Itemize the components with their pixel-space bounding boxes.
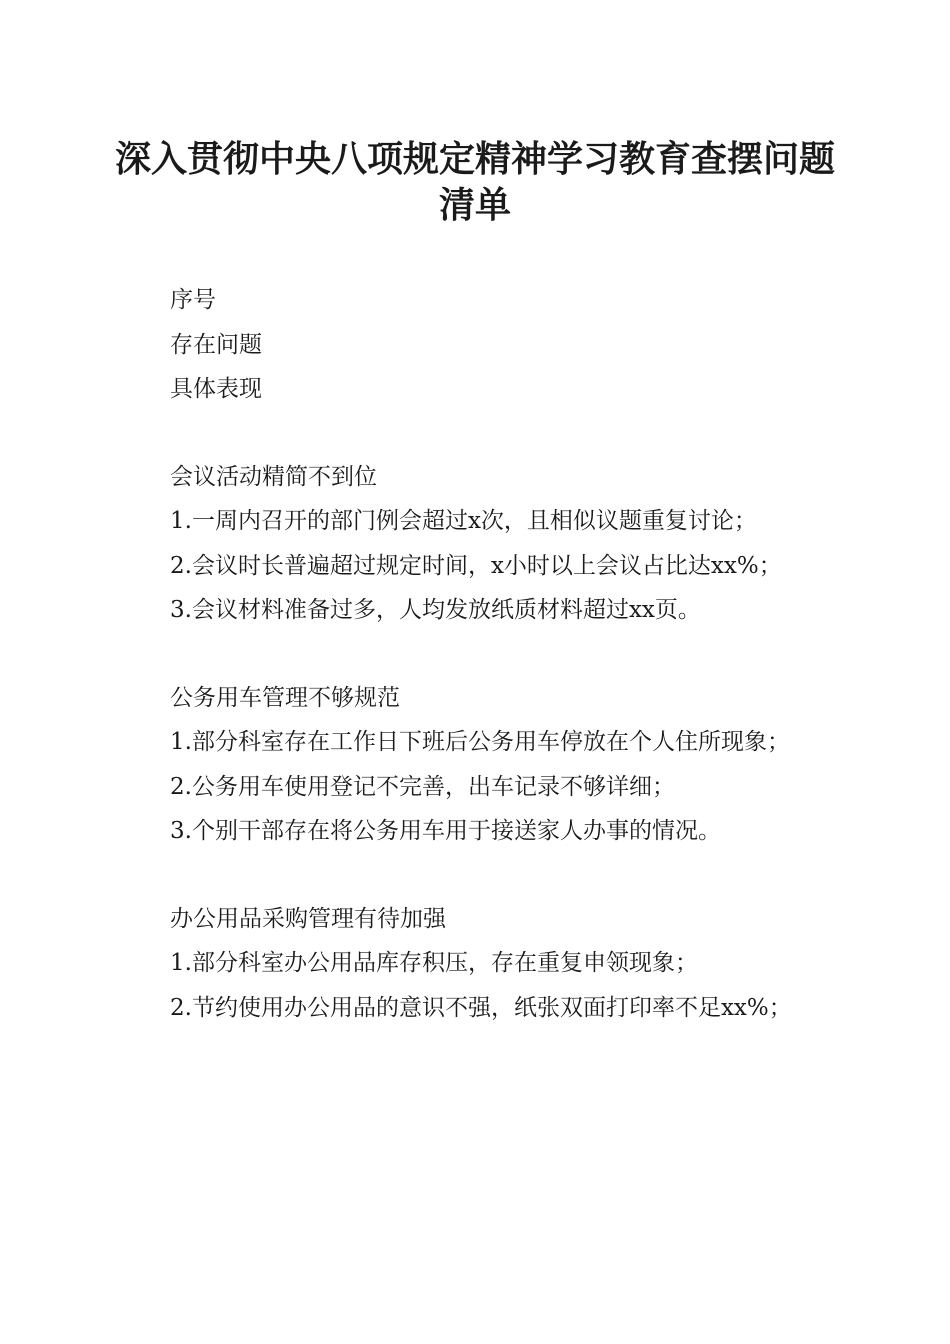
- section-heading-vehicles: 公务用车管理不够规范: [170, 684, 400, 711]
- header-problem: 存在问题: [170, 331, 262, 358]
- document-title: [110, 136, 840, 228]
- meetings-item-1: 1.一周内召开的部门例会超过x次，且相似议题重复讨论；: [170, 508, 757, 534]
- spacer: [118, 412, 826, 455]
- vehicles-item-3: 3.个别干部存在将公务用车用于接送家人办事的情况。: [170, 818, 721, 844]
- supplies-item-2: 2.节约使用办公用品的意识不强，纸张双面打印率不足xx%；: [170, 994, 792, 1021]
- title-line-2: 清单: [438, 184, 511, 226]
- meetings-item-2: 2.会议时长普遍超过规定时间，x小时以上会议占比达xx%；: [170, 552, 782, 579]
- vehicles-item-2: 2.公务用车使用登记不完善，出车记录不够详细；: [170, 773, 675, 800]
- supplies-item-1: 1.部分科室办公用品库存积压，存在重复申领现象；: [170, 950, 698, 976]
- section-heading-meetings: 会议活动精简不到位: [170, 463, 377, 490]
- title-line-1: 深入贯彻中央八项规定精神学习教育查摆问题: [114, 138, 835, 180]
- meetings-item-3: 3.会议材料准备过多，人均发放纸质材料超过xx页。: [170, 597, 701, 623]
- document-body: [118, 278, 826, 1030]
- spacer: [118, 633, 826, 676]
- header-detail: 具体表现: [170, 376, 262, 402]
- vehicles-item-1: 1.部分科室存在工作日下班后公务用车停放在个人住所现象；: [170, 729, 790, 755]
- section-heading-supplies: 办公用品采购管理有待加强: [170, 905, 446, 932]
- header-serial: 序号: [170, 287, 216, 313]
- spacer: [118, 854, 826, 897]
